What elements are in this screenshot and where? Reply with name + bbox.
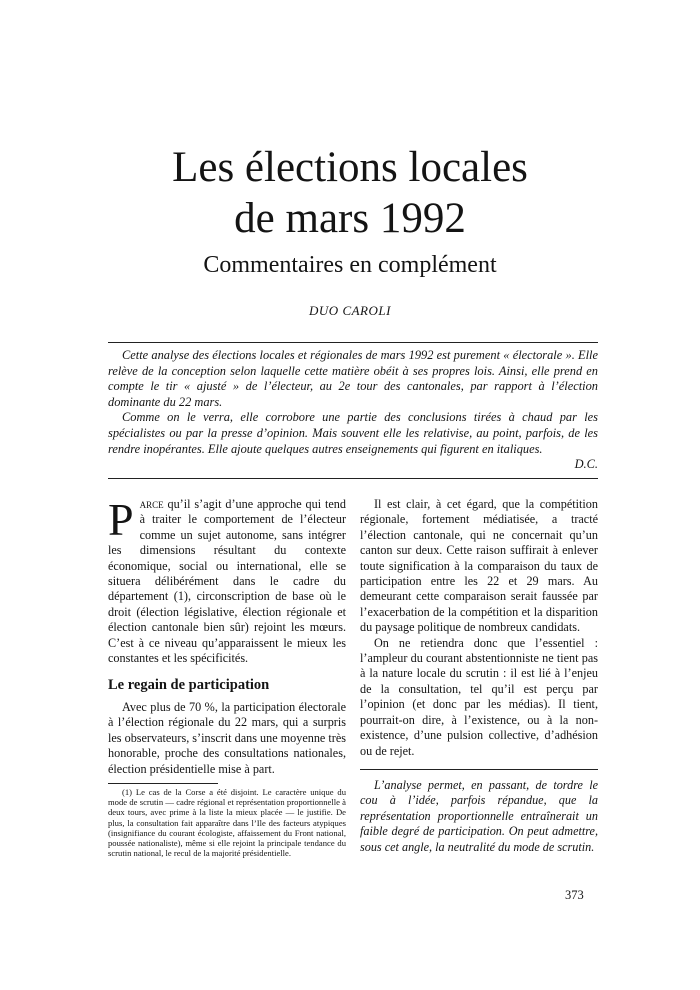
page-number: 373 bbox=[565, 888, 584, 902]
callout-text: L’analyse permet, en passant, de tordre le cou à l’idée, parfois répandue, que la représentation proportionnelle entraînerait un faible degré de participation. On peut admettre, sous cet angle, la neutralité du mode de scrutin. bbox=[360, 777, 598, 854]
lead-smallcaps: arce bbox=[139, 497, 164, 511]
right-paragraph-1: Il est clair, à cet égard, que la compétition régionale, fortement médiatisée, a tracté l’élection cantonale, qui ne concernait qu’un canton sur deux. Cette raison suffirait à enlever toute signification à la comparaison du taux de participation entre les 22 et 29 mars. Au demeurant cette comparaison serait faussée par l’exacerbation de la compétition et la disparition du paysage politique de nombreux candidats. bbox=[360, 497, 598, 635]
footnote: (1) Le cas de la Corse a été disjoint. Le caractère unique du mode de scrutin — cadre régional et représentation proportionnelle à deux tours, avec prime à la liste la mieux placée — le justifie. De plus, la consultation fait apparaître dans l’Ile des facteurs atypiques (insignifiance du courant écologiste, affaissement du Front national, poussée nationaliste), même si elle rejoint la principale tendance du scrutin national, le recul de la majorité présidentielle. bbox=[108, 786, 346, 859]
right-column bbox=[360, 497, 598, 855]
left-column bbox=[108, 494, 346, 859]
article-subtitle: Commentaires en complément bbox=[203, 252, 497, 278]
section-heading: Le regain de participation bbox=[108, 677, 270, 694]
right-paragraph-2: On ne retiendra donc que l’essentiel : l’ampleur du courant abstentionniste ne tient pas à la nature locale du scrutin : il est lié à l’enjeu de la consultation, tel qu’il est perçu par l’opinion (et donc par les médias). Il tient, pourrait-on dire, à l’existence, ou à la non-existence, d’une pulsion collective, d’adhésion ou de rejet. bbox=[360, 635, 598, 758]
opening-paragraph bbox=[108, 494, 346, 666]
italic-callout bbox=[360, 769, 598, 855]
article-title-line-2: de mars 1992 bbox=[234, 195, 466, 242]
footnote-rule bbox=[108, 783, 218, 784]
opening-paragraph-text: qu’il s’agit d’une approche qui tend à traiter le comportement de l’électeur comme un sujet autonome, sans intégrer les dimensions résultant du contexte économique, social ou international, elle se situera délibérément dans le cadre du département (1), circonscription de base où le droit (élection législative, élection régionale et élection cantonale bien sûr) rejoint les mœurs. C’est à ce niveau qu’apparaissent le mieux les constantes et les spécificités. bbox=[108, 497, 346, 666]
abstract-bottom-rule bbox=[108, 478, 598, 479]
abstract-paragraph-2: Comme on le verra, elle corrobore une partie des conclusions tirées à chaud par les spécialistes ou par la presse d’opinion. Mais souvent elle les relativise, au point, parfois, de les rendre inopérantes. Elle ajoute quelques autres enseignements qui figurent en italiques. bbox=[108, 410, 598, 456]
abstract-top-rule bbox=[108, 342, 598, 343]
article-title-line-1: Les élections locales bbox=[172, 144, 528, 191]
abstract bbox=[108, 348, 598, 473]
author-name: DUO CAROLI bbox=[309, 303, 391, 318]
abstract-signature: D.C. bbox=[574, 457, 598, 472]
participation-paragraph: Avec plus de 70 %, la participation électorale à l’élection régionale du 22 mars, qui a surpris les observateurs, s’inscrit dans une moyenne très honorable, proche des consultations nationales, élection présidentielle mise à part. bbox=[108, 699, 346, 776]
abstract-paragraph-1: Cette analyse des élections locales et régionales de mars 1992 est purement « électorale ». Elle relève de la conception selon laquelle cette matière obéit à ses propres lois. Ainsi, elle prend en compte le tir « ajusté » de l’électeur, au 2e tour des cantonales, par rapport à l’élection dominante du 22 mars. bbox=[108, 348, 598, 409]
drop-cap: P bbox=[108, 494, 134, 545]
